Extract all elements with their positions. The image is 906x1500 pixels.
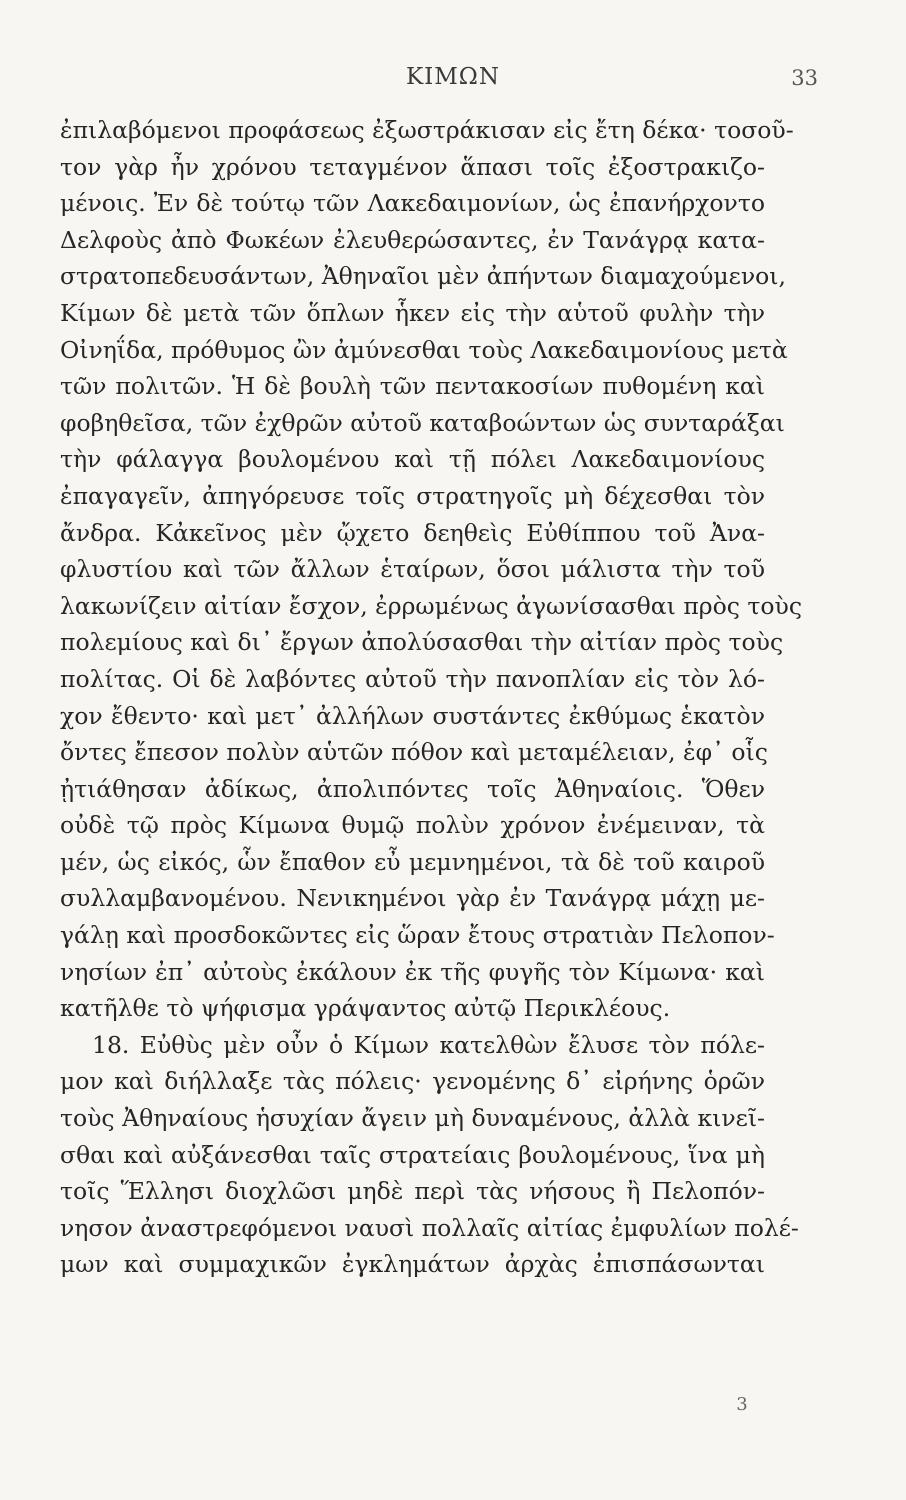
text-line: Κίμων δὲ μετὰ τῶν ὅπλων ἧκεν εἰς τὴν αὑτοῦ φυλὴν τὴν: [60, 298, 765, 327]
text-line: μων καὶ συμμαχικῶν ἐγκλημάτων ἀρχὰς ἐπισπάσωνται: [60, 1250, 765, 1279]
main-text: [60, 112, 802, 1283]
text-line: ᾐτιάθησαν ἀδίκως, ἀπολιπόντες τοῖς Ἀθηναίοις. Ὅθεν: [60, 774, 765, 803]
text-line: Οἰνηΐδα, πρόθυμος ὢν ἀμύνεσθαι τοὺς Λακεδαιμονίους μετὰ: [60, 335, 788, 364]
text-line: τοὺς Ἀθηναίους ἡσυχίαν ἄγειν μὴ δυναμένους, ἀλλὰ κινεῖ-: [60, 1104, 765, 1133]
text-line: φοβηθεῖσα, τῶν ἐχθρῶν αὐτοῦ καταβοώντων ὡς συνταράξαι: [60, 408, 785, 437]
text-line: νησίων ἐπ᾽ αὐτοὺς ἐκάλουν ἐκ τῆς φυγῆς τὸν Κίμωνα· καὶ: [60, 957, 765, 986]
text-line: μένοις. Ἐν δὲ τούτῳ τῶν Λακεδαιμονίων, ὡς ἐπανήρχοντο: [60, 189, 765, 218]
text-line: σθαι καὶ αὐξάνεσθαι ταῖς στρατείαις βουλομένους, ἵνα μὴ: [60, 1140, 765, 1169]
text-line: γάλῃ καὶ προσδοκῶντες εἰς ὥραν ἔτους στρατιὰν Πελοπον-: [60, 921, 775, 950]
text-line: συλλαμβανομένου. Νενικημένοι γὰρ ἐν Τανάγρᾳ μάχῃ με-: [60, 884, 765, 913]
text-line: Δελφοὺς ἀπὸ Φωκέων ἐλευθερώσαντες, ἐν Τανάγρᾳ κατα-: [60, 225, 765, 254]
text-line: λακωνίζειν αἰτίαν ἔσχον, ἐρρωμένως ἀγωνίσασθαι πρὸς τοὺς: [60, 591, 802, 620]
text-line: στρατοπεδευσάντων, Ἀθηναῖοι μὲν ἀπήντων διαμαχούμενοι,: [60, 262, 786, 291]
text-line: χον ἔθεντο· καὶ μετ᾽ ἀλλήλων συστάντες ἐκθύμως ἑκατὸν: [60, 701, 765, 730]
section-start-line: 18. Εὐθὺς μὲν οὖν ὁ Κίμων κατελθὼν ἔλυσε τὸν πόλε-: [92, 1030, 765, 1059]
text-line: τοῖς Ἕλλησι διοχλῶσι μηδὲ περὶ τὰς νήσους ἢ Πελοπόν-: [60, 1177, 765, 1206]
paragraph-end-line: κατῆλθε τὸ ψήφισμα γράψαντος αὐτῷ Περικλέους.: [60, 994, 671, 1023]
text-line: ἐπαγαγεῖν, ἀπηγόρευσε τοῖς στρατηγοῖς μὴ δέχεσθαι τὸν: [60, 481, 765, 510]
text-line: νησον ἀναστρεφόμενοι ναυσὶ πολλαῖς αἰτίας ἐμφυλίων πολέ-: [60, 1213, 799, 1242]
text-line: ὄντες ἔπεσον πολὺν αὑτῶν πόθον καὶ μεταμέλειαν, ἐφ᾽ οἷς: [60, 738, 768, 767]
running-title: ΚΙΜΩΝ: [405, 64, 500, 90]
signature-mark: 3: [736, 1394, 748, 1415]
text-line: φλυστίου καὶ τῶν ἄλλων ἑταίρων, ὅσοι μάλιστα τὴν τοῦ: [60, 555, 765, 584]
text-line: μέν, ὡς εἰκός, ὧν ἔπαθον εὖ μεμνημένοι, τὰ δὲ τοῦ καιροῦ: [60, 847, 765, 876]
text-line: ἐπιλαβόμενοι προφάσεως ἐξωστράκισαν εἰς ἔτη δέκα· τοσοῦ-: [60, 116, 794, 144]
text-line: τῶν πολιτῶν. Ἡ δὲ βουλὴ τῶν πεντακοσίων πυθομένη καὶ: [60, 372, 765, 401]
text-line: τον γὰρ ἦν χρόνου τεταγμένον ἅπασι τοῖς ἐξοστρακιζο-: [60, 152, 765, 181]
text-line: ἄνδρα. Κἀκεῖνος μὲν ᾤχετο δεηθεὶς Εὐθίππου τοῦ Ἀνα-: [60, 518, 765, 547]
text-line: οὐδὲ τῷ πρὸς Κίμωνα θυμῷ πολὺν χρόνον ἐνέμειναν, τὰ: [60, 811, 765, 840]
text-line: πολεμίους καὶ δι᾽ ἔργων ἀπολύσασθαι τὴν αἰτίαν πρὸς τοὺς: [60, 628, 784, 657]
page-number: 33: [791, 66, 818, 90]
text-line: τὴν φάλαγγα βουλομένου καὶ τῇ πόλει Λακεδαιμονίους: [60, 445, 765, 474]
text-line: μον καὶ διήλλαξε τὰς πόλεις· γενομένης δ᾽ εἰρήνης ὁρῶν: [60, 1067, 765, 1096]
text-line: πολίτας. Οἱ δὲ λαβόντες αὐτοῦ τὴν πανοπλίαν εἰς τὸν λό-: [60, 664, 765, 693]
